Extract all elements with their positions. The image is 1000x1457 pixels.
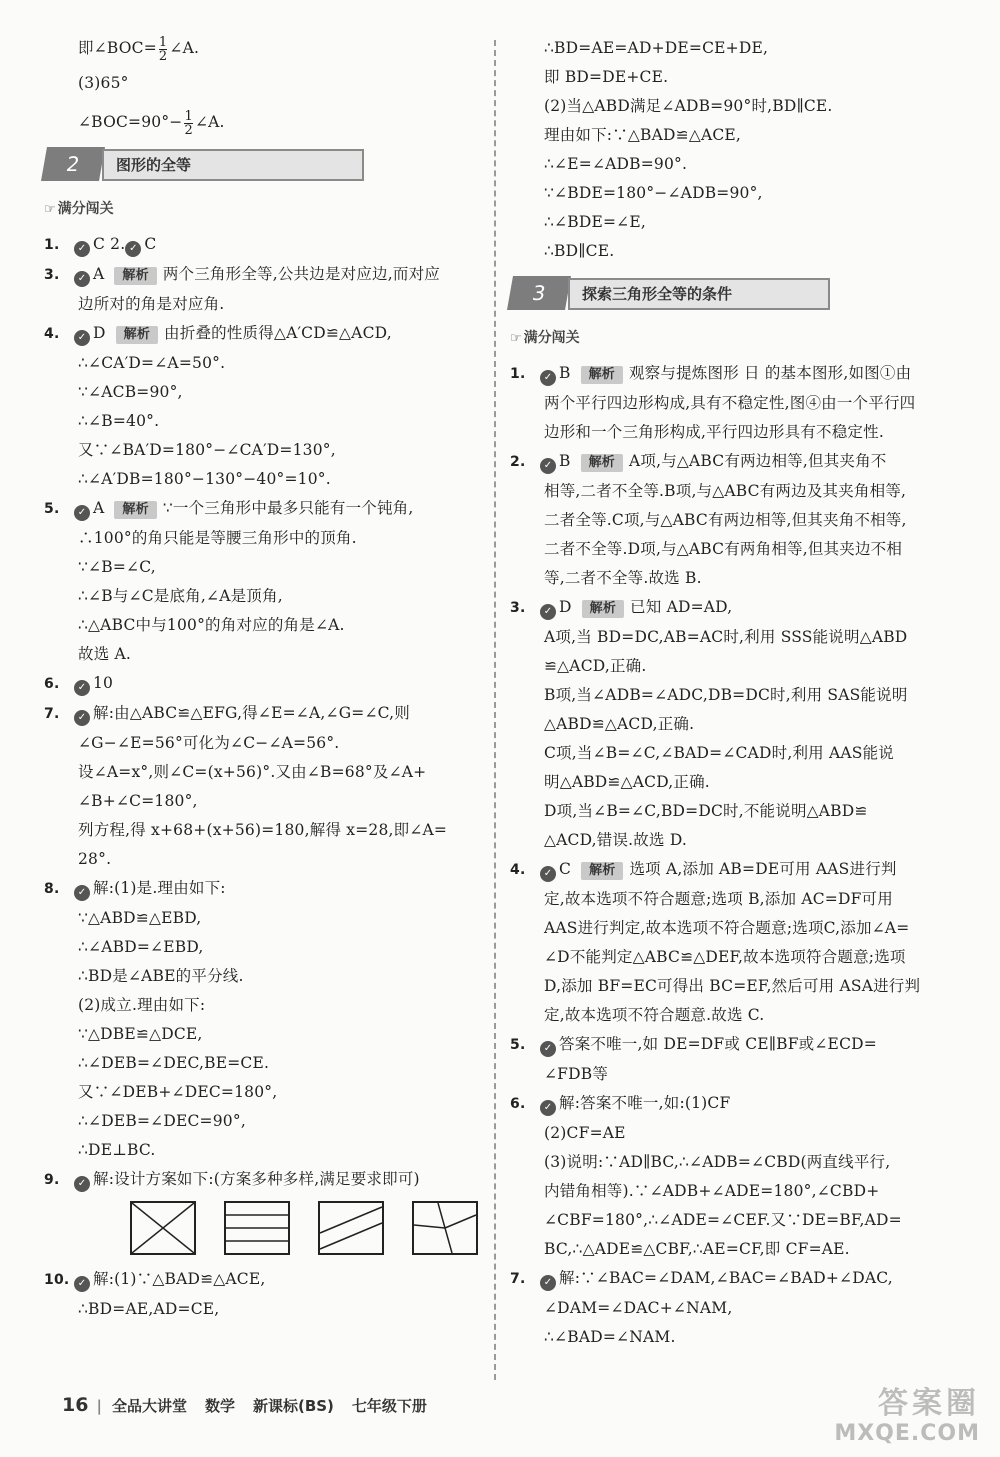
answer-text: 观察与提炼图形 日 的基本图形,如图①由 bbox=[629, 364, 912, 382]
diagram-x-split bbox=[130, 1201, 196, 1255]
answer-text: ∴∠ABD=∠EBD, bbox=[78, 938, 204, 956]
page-footer bbox=[62, 1394, 445, 1416]
key-icon: ✓ bbox=[74, 241, 90, 257]
left-answers bbox=[44, 230, 484, 1195]
text: ∠BOC=90°− bbox=[78, 113, 183, 131]
key-icon: ✓ bbox=[540, 1041, 556, 1057]
left-line bbox=[44, 699, 484, 729]
right-line bbox=[510, 1177, 955, 1206]
answer-text: ∴BD=AE,AD=CE, bbox=[78, 1300, 220, 1318]
right-pre-line: 理由如下:∵△BAD≌△ACE, bbox=[544, 126, 742, 144]
answer-choice: B bbox=[559, 364, 571, 382]
answer-text: ∴BD是∠ABE的平分线. bbox=[78, 967, 244, 985]
right-line bbox=[510, 652, 955, 681]
answer-choice: A bbox=[93, 265, 105, 283]
design-diagrams bbox=[130, 1201, 484, 1255]
left-line bbox=[44, 436, 484, 465]
analysis-tag: 解析 bbox=[114, 267, 156, 285]
answer-text: 定,故本选项不符合题意.故选 C. bbox=[544, 1006, 765, 1024]
right-line bbox=[510, 359, 955, 389]
right-pre-line: ∴∠E=∠ADB=90°. bbox=[544, 155, 688, 173]
key-icon: ✓ bbox=[74, 710, 90, 726]
answer-text: 定,故本选项不符合题意;选项 B,添加 AC=DF可用 bbox=[544, 890, 893, 908]
key-icon: ✓ bbox=[540, 604, 556, 620]
answer-text: 由折叠的性质得△A′CD≌△ACD, bbox=[164, 324, 392, 342]
answer-text: D,添加 BF=EC可得出 BC=EF,然后可用 ASA进行判 bbox=[544, 977, 921, 995]
right-line bbox=[510, 1323, 955, 1352]
left-line bbox=[44, 991, 484, 1020]
answer-text: ∠B+∠C=180°, bbox=[78, 792, 198, 810]
subheading-text: 满分闯关 bbox=[57, 201, 114, 217]
question-number: 7. bbox=[510, 1271, 526, 1287]
left-line bbox=[44, 1020, 484, 1049]
answer-text: AAS进行判定,故本选项不符合题意;选项C,添加∠A= bbox=[544, 919, 910, 937]
answer-text: 解:设计方案如下:(方案多种多样,满足要求即可) bbox=[93, 1170, 420, 1188]
fraction bbox=[184, 110, 192, 137]
right-line bbox=[510, 739, 955, 768]
answer-text: 二者全等.C项,与△ABC有两边相等,但其夹角不相等, bbox=[544, 511, 907, 529]
right-pre-line: ∴BD=AE=AD+DE=CE+DE, bbox=[544, 39, 769, 57]
right-line bbox=[510, 564, 955, 593]
left-line bbox=[44, 494, 484, 524]
answer-choice: C 2. bbox=[93, 235, 126, 253]
question-number: 10. bbox=[44, 1272, 70, 1288]
edition: 新课标(BS) bbox=[252, 1397, 334, 1415]
right-line bbox=[510, 447, 955, 477]
question-number: 1. bbox=[510, 366, 526, 382]
answer-text: B项,当∠ADB=∠ADC,DB=DC时,利用 SAS能说明 bbox=[544, 686, 908, 704]
analysis-tag: 解析 bbox=[581, 366, 623, 384]
key-icon: ✓ bbox=[74, 885, 90, 901]
answer-text: A项,与△ABC有两边相等,但其夹角不 bbox=[629, 452, 887, 470]
denominator: 2 bbox=[158, 48, 168, 64]
answer-text: △ABD≌△ACD,正确. bbox=[544, 715, 695, 733]
left-pre-line-2: (3)65° bbox=[78, 74, 129, 92]
answer-choice: D bbox=[559, 598, 572, 616]
left-after-line bbox=[44, 1295, 484, 1324]
left-line bbox=[44, 378, 484, 407]
answer-text: 解:∵∠BAC=∠DAM,∠BAC=∠BAD+∠DAC, bbox=[559, 1269, 893, 1287]
left-line bbox=[44, 669, 484, 699]
right-pre-lines bbox=[510, 34, 955, 266]
watermark-title: 答案圈 bbox=[878, 1386, 980, 1421]
answer-text: BC,∴△ADE≌△CBF,∴AE=CF,即 CF=AE. bbox=[544, 1240, 850, 1258]
fraction bbox=[159, 36, 167, 63]
left-line bbox=[44, 582, 484, 611]
analysis-tag: 解析 bbox=[114, 501, 156, 519]
right-line bbox=[510, 1206, 955, 1235]
question-number: 9. bbox=[44, 1172, 60, 1188]
answer-text: ∠DAM=∠DAC+∠NAM, bbox=[544, 1299, 733, 1317]
right-line bbox=[510, 477, 955, 506]
answer-text: ∵∠B=∠C, bbox=[78, 558, 156, 576]
key-icon: ✓ bbox=[540, 866, 556, 882]
left-line bbox=[44, 1136, 484, 1165]
diagram-horizontal-split bbox=[224, 1201, 290, 1255]
left-line bbox=[44, 465, 484, 494]
answer-text: 又∵∠DEB+∠DEC=180°, bbox=[78, 1083, 278, 1101]
section-title: 探索三角形全等的条件 bbox=[568, 278, 830, 310]
answer-text: 28°. bbox=[78, 850, 112, 868]
answer-text: ∠G−∠E=56°可化为∠C−∠A=56°. bbox=[78, 734, 340, 752]
answer-text: ∠FDB等 bbox=[544, 1065, 609, 1083]
left-line bbox=[44, 611, 484, 640]
right-pre-line: ∴BD∥CE. bbox=[544, 242, 615, 260]
question-number: 5. bbox=[44, 501, 60, 517]
answer-text: ∴∠CA′D=∠A=50°. bbox=[78, 354, 226, 372]
left-line bbox=[44, 904, 484, 933]
answer-choice: D bbox=[93, 324, 106, 342]
answer-text: 解:(1)是.理由如下: bbox=[93, 879, 226, 897]
answer-text: ∴DE⊥BC. bbox=[78, 1141, 156, 1159]
answer-text: 10 bbox=[93, 674, 114, 692]
answer-text: ∵一个三角形中最多只能有一个钝角, bbox=[162, 499, 414, 517]
left-pre-line-1 bbox=[44, 34, 484, 63]
question-number: 4. bbox=[44, 326, 60, 342]
right-line bbox=[510, 1235, 955, 1264]
left-line bbox=[44, 933, 484, 962]
left-line bbox=[44, 407, 484, 436]
answer-text: ∴△ABC中与100°的角对应的角是∠A. bbox=[78, 616, 345, 634]
answer-text: 边所对的角是对应角. bbox=[78, 295, 225, 313]
section-banner-3 bbox=[510, 276, 830, 310]
left-line bbox=[44, 1078, 484, 1107]
answer-text: ≌△ACD,正确. bbox=[544, 657, 647, 675]
answer-text: 内错角相等).∵∠ADB+∠ADE=180°,∠CBD+ bbox=[544, 1182, 880, 1200]
answer-text: ∠CBF=180°,∴∠ADE=∠CEF.又∵DE=BF,AD= bbox=[544, 1211, 902, 1229]
right-line bbox=[510, 623, 955, 652]
hand-pointer-icon: ☞ bbox=[510, 331, 522, 346]
answer-text: 已知 AD=AD, bbox=[630, 598, 733, 616]
right-line bbox=[510, 535, 955, 564]
left-line bbox=[44, 1165, 484, 1195]
right-line bbox=[510, 506, 955, 535]
left-line bbox=[44, 349, 484, 378]
subheading bbox=[44, 195, 484, 224]
answer-text: ∴∠DEB=∠DEC,BE=CE. bbox=[78, 1054, 270, 1072]
right-line bbox=[510, 1001, 955, 1030]
right-line bbox=[510, 943, 955, 972]
answer-text: 解:由△ABC≌△EFG,得∠E=∠A,∠G=∠C,则 bbox=[93, 704, 410, 722]
question-number: 6. bbox=[44, 676, 60, 692]
answer-text: 两个平行四边形构成,具有不稳定性,图④由一个平行四 bbox=[544, 394, 916, 412]
hand-pointer-icon: ☞ bbox=[44, 202, 56, 217]
key-icon: ✓ bbox=[125, 241, 141, 257]
right-line bbox=[510, 593, 955, 623]
answer-text: 二者不全等.D项,与△ABC有两角相等,但其夹边不相 bbox=[544, 540, 903, 558]
answer-text: 等,二者不全等.故选 B. bbox=[544, 569, 702, 587]
left-line bbox=[44, 1049, 484, 1078]
answer-text: 相等,二者不全等.B项,与△ABC有两边及其夹角相等, bbox=[544, 482, 907, 500]
denominator: 2 bbox=[184, 122, 193, 138]
key-icon: ✓ bbox=[540, 370, 556, 386]
numerator: 1 bbox=[158, 34, 168, 50]
answer-text: ∴∠B与∠C是底角,∠A是顶角, bbox=[78, 587, 283, 605]
key-icon: ✓ bbox=[74, 1176, 90, 1192]
right-line bbox=[510, 1060, 955, 1089]
question-number: 4. bbox=[510, 862, 526, 878]
key-icon: ✓ bbox=[540, 1100, 556, 1116]
right-line bbox=[510, 1294, 955, 1323]
answer-text: ∵∠ACB=90°, bbox=[78, 383, 183, 401]
key-icon: ✓ bbox=[540, 1275, 556, 1291]
section-number: 2 bbox=[41, 147, 105, 181]
right-pre-line: ∴∠BDE=∠E, bbox=[544, 213, 646, 231]
left-line bbox=[44, 1107, 484, 1136]
section-number: 3 bbox=[507, 276, 571, 310]
answer-text: 边形和一个三角形构成,平行四边形具有不稳定性. bbox=[544, 423, 884, 441]
left-answers-continued bbox=[44, 1265, 484, 1324]
answer-text: (3)说明:∵AD∥BC,∴∠ADB=∠CBD(两直线平行, bbox=[544, 1153, 891, 1171]
numerator: 1 bbox=[184, 108, 193, 124]
left-line bbox=[44, 729, 484, 758]
question-number: 3. bbox=[510, 600, 526, 616]
right-line bbox=[510, 389, 955, 418]
answer-text: (2)CF=AE bbox=[544, 1124, 626, 1142]
right-pre-line: ∵∠BDE=180°−∠ADB=90°, bbox=[544, 184, 763, 202]
question-number: 3. bbox=[44, 267, 60, 283]
right-line bbox=[510, 855, 955, 885]
left-line bbox=[44, 319, 484, 349]
question-number: 5. bbox=[510, 1037, 526, 1053]
brand: 全品大讲堂 bbox=[111, 1397, 187, 1415]
right-line bbox=[510, 710, 955, 739]
right-line bbox=[510, 1119, 955, 1148]
right-column bbox=[510, 34, 955, 1352]
answer-text: 列方程,得 x+68+(x+56)=180,解得 x=28,即∠A= bbox=[78, 821, 448, 839]
answer-choice: C bbox=[144, 235, 157, 253]
answer-text: ∴∠DEB=∠DEC=90°, bbox=[78, 1112, 246, 1130]
left-line bbox=[44, 758, 484, 787]
answer-text: ∴∠BAD=∠NAM. bbox=[544, 1328, 676, 1346]
answer-text: ∠D不能判定△ABC≌△DEF,故本选项符合题意;选项 bbox=[544, 948, 906, 966]
answer-text: △ACD,错误.故选 D. bbox=[544, 831, 688, 849]
right-pre-line: (2)当△ABD满足∠ADB=90°时,BD∥CE. bbox=[544, 97, 833, 115]
right-line bbox=[510, 797, 955, 826]
answer-choice: B bbox=[559, 452, 571, 470]
right-line bbox=[510, 885, 955, 914]
right-line bbox=[510, 972, 955, 1001]
answer-choice: C bbox=[559, 860, 572, 878]
answer-text: C项,当∠B=∠C,∠BAD=∠CAD时,利用 AAS能说 bbox=[544, 744, 894, 762]
answer-text: 解:答案不唯一,如:(1)CF bbox=[559, 1094, 731, 1112]
left-line bbox=[44, 290, 484, 319]
left-line bbox=[44, 845, 484, 874]
grade: 七年级下册 bbox=[351, 1397, 427, 1415]
key-icon: ✓ bbox=[74, 505, 90, 521]
watermark-url: MXQE.COM bbox=[834, 1421, 980, 1446]
left-line bbox=[44, 640, 484, 669]
analysis-tag: 解析 bbox=[581, 454, 623, 472]
answer-text: ∴∠A′DB=180°−130°−40°=10°. bbox=[78, 470, 331, 488]
answer-text: 设∠A=x°,则∠C=(x+56)°.又由∠B=68°及∠A+ bbox=[78, 763, 427, 781]
answer-text: ∵△DBE≌△DCE, bbox=[78, 1025, 203, 1043]
left-column bbox=[44, 34, 484, 1324]
left-line bbox=[44, 524, 484, 553]
answer-text: 明△ABD≌△ACD,正确. bbox=[544, 773, 710, 791]
key-icon: ✓ bbox=[74, 1276, 90, 1292]
answer-text: ∴100°的角只能是等腰三角形中的顶角. bbox=[78, 529, 357, 547]
question-number: 2. bbox=[510, 454, 526, 470]
right-answers bbox=[510, 359, 955, 1352]
left-line bbox=[44, 874, 484, 904]
answer-text: 答案不唯一,如 DE=DF或 CE∥BF或∠ECD= bbox=[559, 1035, 877, 1053]
answer-text: ∵△ABD≌△EBD, bbox=[78, 909, 202, 927]
diagram-diagonal-split bbox=[318, 1201, 384, 1255]
left-line bbox=[44, 230, 484, 260]
question-number: 8. bbox=[44, 881, 60, 897]
answer-text: (2)成立.理由如下: bbox=[78, 996, 206, 1014]
right-line bbox=[510, 914, 955, 943]
left-line bbox=[44, 553, 484, 582]
right-line bbox=[510, 418, 955, 447]
analysis-tag: 解析 bbox=[582, 600, 624, 618]
question-number: 1. bbox=[44, 237, 60, 253]
right-pre-line: 即 BD=DE+CE. bbox=[544, 68, 669, 86]
left-after-line bbox=[44, 1265, 484, 1295]
key-icon: ✓ bbox=[540, 458, 556, 474]
right-line bbox=[510, 1264, 955, 1294]
left-line bbox=[44, 816, 484, 845]
section-title: 图形的全等 bbox=[102, 149, 364, 181]
analysis-tag: 解析 bbox=[116, 326, 158, 344]
diagram-wedge-split bbox=[412, 1201, 478, 1255]
left-line bbox=[44, 962, 484, 991]
text: ∠A. bbox=[194, 113, 225, 131]
answer-text: 选项 A,添加 AB=DE可用 AAS进行判 bbox=[629, 860, 897, 878]
subject: 数学 bbox=[204, 1397, 235, 1415]
watermark-logo bbox=[810, 1386, 980, 1450]
answer-text: 两个三角形全等,公共边是对应边,而对应 bbox=[162, 265, 440, 283]
separator: | bbox=[96, 1397, 102, 1415]
question-number: 6. bbox=[510, 1096, 526, 1112]
right-line bbox=[510, 1089, 955, 1119]
answer-text: 又∵∠BA′D=180°−∠CA′D=130°, bbox=[78, 441, 336, 459]
answer-text: D项,当∠B=∠C,BD=DC时,不能说明△ABD≌ bbox=[544, 802, 868, 820]
text: 即∠BOC= bbox=[78, 39, 157, 57]
page-number: 16 bbox=[62, 1394, 89, 1416]
subheading-text: 满分闯关 bbox=[523, 330, 580, 346]
left-line bbox=[44, 787, 484, 816]
right-line bbox=[510, 681, 955, 710]
question-number: 7. bbox=[44, 706, 60, 722]
key-icon: ✓ bbox=[74, 680, 90, 696]
answer-text: A项,当 BD=DC,AB=AC时,利用 SSS能说明△ABD bbox=[544, 628, 908, 646]
right-line bbox=[510, 826, 955, 855]
answer-choice: A bbox=[93, 499, 105, 517]
left-line bbox=[44, 260, 484, 290]
key-icon: ✓ bbox=[74, 271, 90, 287]
left-pre-line-3 bbox=[44, 108, 484, 137]
analysis-tag: 解析 bbox=[581, 862, 623, 880]
right-line bbox=[510, 1148, 955, 1177]
column-divider bbox=[494, 40, 496, 1380]
subheading bbox=[510, 324, 955, 353]
section-banner-2 bbox=[44, 147, 364, 181]
right-line bbox=[510, 768, 955, 797]
answer-text: 故选 A. bbox=[78, 645, 132, 663]
key-icon: ✓ bbox=[74, 330, 90, 346]
answer-text: 解:(1)∵△BAD≌△ACE, bbox=[93, 1270, 266, 1288]
answer-text: ∴∠B=40°. bbox=[78, 412, 160, 430]
text: ∠A. bbox=[169, 39, 200, 57]
right-line bbox=[510, 1030, 955, 1060]
